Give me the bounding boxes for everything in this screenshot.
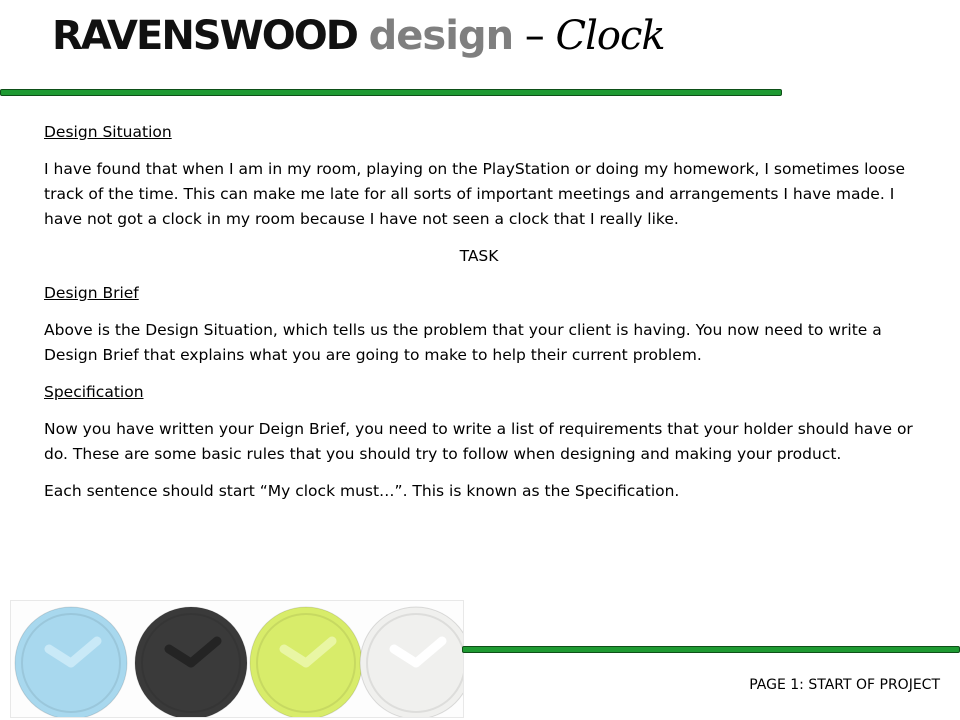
- clocks-illustration: [11, 601, 463, 717]
- document-body: [44, 120, 914, 516]
- task-label: TASK: [459, 247, 499, 265]
- situation-heading: Design Situation: [44, 123, 172, 141]
- specification-text: Now you have written your Deign Brief, you need to write a list of requirements that your holder should have or do. These are some basic rules that you should try to follow when designing and making your product.: [44, 420, 913, 463]
- title-separator: –: [524, 13, 544, 59]
- title-design-word: design: [368, 13, 514, 59]
- top-divider: [0, 89, 782, 96]
- brief-text: Above is the Design Situation, which tells us the problem that your client is having. You now need to write a Design Brief that explains what you are going to make to help their current problem.: [44, 321, 882, 364]
- clock-2: [135, 607, 247, 717]
- situation-text: I have found that when I am in my room, playing on the PlayStation or doing my homework, I sometimes loose track of the time. This can make me late for all sorts of important meetings and arrangements I have made. I have not got a clock in my room because I have not seen a clock that I really like.: [44, 160, 905, 228]
- specification-note: Each sentence should start “My clock must…”. This is known as the Specification.: [44, 482, 680, 500]
- clock-3: [250, 607, 362, 717]
- page-title: [52, 8, 665, 64]
- clocks-image: [10, 600, 464, 718]
- title-brand: RAVENSWOOD: [52, 13, 357, 59]
- page-footer-label: PAGE 1: START OF PROJECT: [749, 677, 940, 693]
- specification-heading: Specification: [44, 383, 144, 401]
- clock-4: [360, 607, 463, 717]
- title-subject: Clock: [555, 13, 665, 59]
- brief-heading: Design Brief: [44, 284, 139, 302]
- clock-1: [15, 607, 127, 717]
- bottom-divider: [462, 646, 960, 653]
